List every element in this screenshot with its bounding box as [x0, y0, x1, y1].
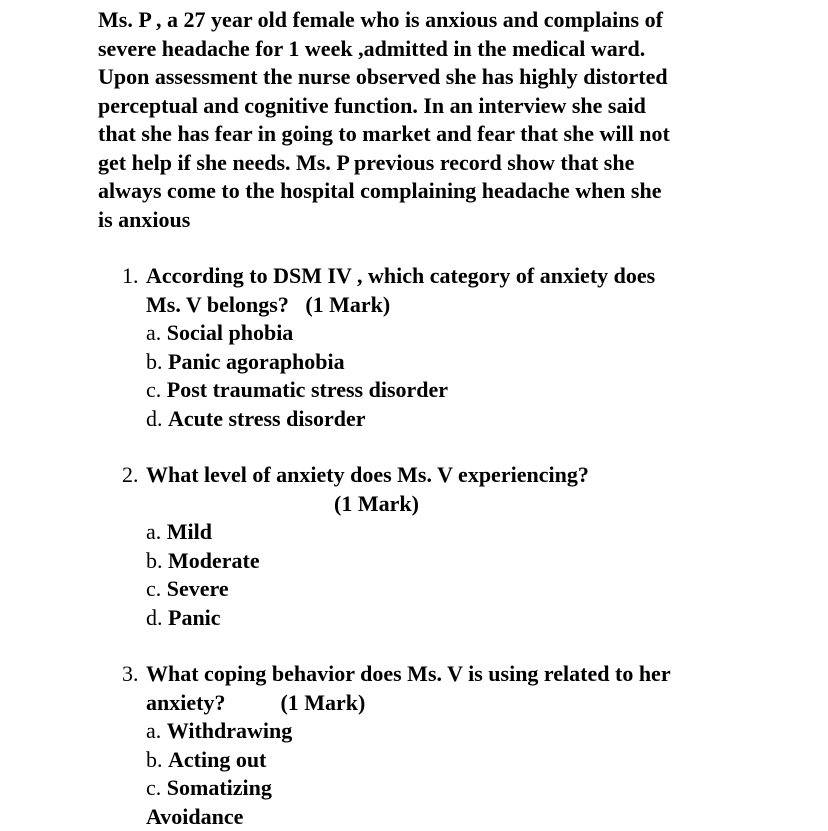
case-line: Upon assessment the nurse observed she has highly distorted	[98, 64, 668, 89]
case-line: is anxious	[98, 206, 191, 232]
option-letter: a.	[146, 320, 167, 345]
option-text: Moderate	[168, 547, 260, 573]
stem-line: anxiety? (1 Mark)	[146, 689, 366, 715]
question-number: 3.	[122, 661, 139, 686]
option-b[interactable]	[146, 348, 448, 377]
option-letter: b.	[146, 348, 168, 374]
question-stem	[146, 262, 655, 319]
option-letter: c.	[146, 377, 167, 402]
option-c[interactable]	[146, 575, 260, 604]
option-list	[146, 319, 448, 433]
stem-line: Ms. V belongs? (1 Mark)	[146, 291, 391, 317]
option-a[interactable]	[146, 717, 292, 746]
option-letter: c.	[146, 775, 167, 800]
option-letter: d.	[146, 405, 168, 431]
option-d[interactable]	[146, 604, 260, 633]
stem-line: According to DSM IV , which category of anxiety does	[146, 263, 656, 288]
case-line: that she has fear in going to market and fear that she will not	[98, 121, 670, 146]
option-list	[146, 518, 260, 632]
option-list	[146, 717, 292, 831]
case-line: always come to the hospital complaining headache when she	[98, 178, 662, 203]
option-text: Withdrawing	[166, 718, 293, 743]
option-text: Post traumatic stress disorder	[166, 377, 449, 402]
option-text: Acute stress disorder	[168, 405, 366, 431]
option-text: Panic agoraphobia	[168, 348, 345, 374]
option-a[interactable]	[146, 518, 260, 547]
option-text: Panic	[168, 604, 221, 630]
option-avoidance[interactable]	[146, 803, 292, 831]
case-line: get help if she needs. Ms. P previous record show that she	[98, 149, 635, 175]
option-letter: d.	[146, 604, 168, 630]
option-letter: a.	[146, 519, 167, 544]
question-number: 2.	[122, 462, 139, 487]
option-text: Mild	[166, 519, 212, 544]
case-line: Ms. P , a 27 year old female who is anxious and complains of	[98, 7, 663, 32]
option-a[interactable]	[146, 319, 448, 348]
option-letter: a.	[146, 718, 167, 743]
option-text: Somatizing	[166, 775, 272, 800]
option-b[interactable]	[146, 746, 292, 775]
option-letter: b.	[146, 746, 168, 772]
option-text: Acting out	[168, 746, 267, 772]
option-text: Severe	[166, 576, 229, 601]
question-stem	[146, 461, 589, 518]
option-b[interactable]	[146, 547, 260, 576]
stem-line: (1 Mark)	[334, 490, 419, 516]
option-c[interactable]	[146, 774, 292, 803]
option-letter: c.	[146, 576, 167, 601]
stem-line: What level of anxiety does Ms. V experiencing?	[146, 462, 589, 487]
question-stem	[146, 660, 671, 717]
stem-line: What coping behavior does Ms. V is using related to her	[146, 661, 671, 686]
option-d[interactable]	[146, 405, 448, 434]
case-line: perceptual and cognitive function. In an interview she said	[98, 92, 646, 118]
case-study-paragraph	[98, 6, 798, 234]
option-text: Avoidance	[146, 803, 244, 829]
option-c[interactable]	[146, 376, 448, 405]
question-number: 1.	[122, 263, 139, 288]
option-text: Social phobia	[166, 320, 294, 345]
case-line: severe headache for 1 week ,admitted in the medical ward.	[98, 35, 646, 61]
option-letter: b.	[146, 547, 168, 573]
